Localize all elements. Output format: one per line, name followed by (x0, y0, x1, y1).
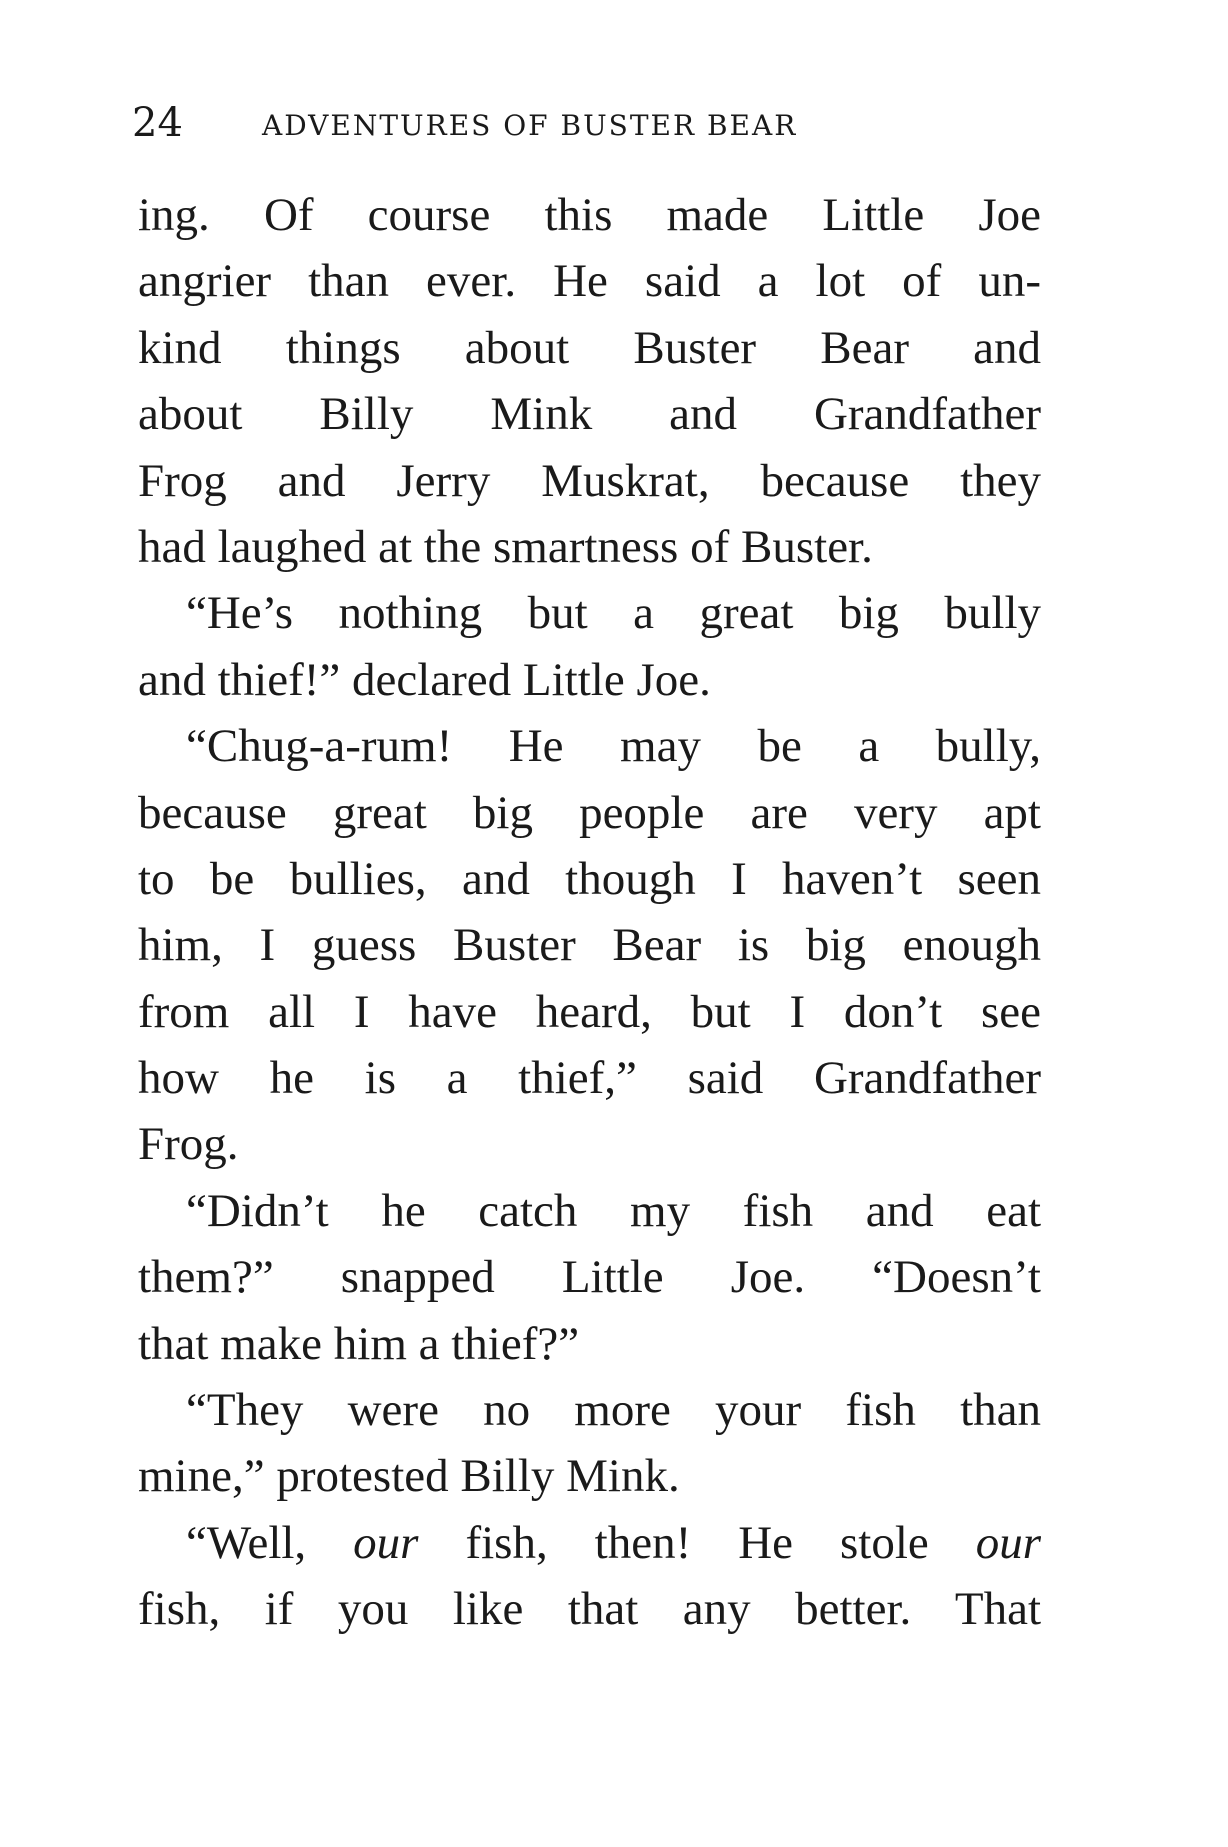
text-line: how he is a thief,” said Grandfather (138, 1052, 1041, 1105)
text-line: Frog. (138, 1118, 239, 1171)
text-line: “Didn’t he catch my fish and eat (186, 1184, 1041, 1237)
text-line-with-italics (138, 1510, 1041, 1576)
text-run: fish, then! He stole (418, 1516, 976, 1569)
text-line: them?” snapped Little Joe. “Doesn’t (138, 1251, 1041, 1304)
text-line: to be bullies, and though I haven’t seen (138, 852, 1041, 905)
text-line: fish, if you like that any better. That (138, 1583, 1041, 1636)
body-text (138, 182, 1041, 1643)
text-line: “They were no more your fish than (186, 1384, 1041, 1437)
text-line: had laughed at the smartness of Buster. (138, 520, 873, 573)
text-line: ing. Of course this made Little Joe (138, 189, 1041, 241)
page-number: 24 (132, 100, 183, 146)
text-run: “Well, (186, 1516, 354, 1569)
text-line: and thief!” declared Little Joe. (138, 653, 711, 706)
text-line: that make him a thief?” (138, 1317, 580, 1370)
text-line: Frog and Jerry Muskrat, because they (138, 454, 1041, 507)
text-line: kind things about Buster Bear and (138, 321, 1041, 374)
italic-text: our (975, 1516, 1041, 1569)
text-line: about Billy Mink and Grandfather (138, 388, 1041, 441)
text-line: mine,” protested Billy Mink. (138, 1450, 680, 1503)
italic-text: our (353, 1516, 419, 1569)
book-title: ADVENTURES OF BUSTER BEAR (262, 109, 798, 142)
text-line: because great big people are very apt (138, 786, 1041, 839)
text-line: angrier than ever. He said a lot of un- (138, 255, 1041, 308)
text-line: from all I have heard, but I don’t see (138, 985, 1041, 1038)
text-line: him, I guess Buster Bear is big enough (138, 919, 1041, 972)
running-head (132, 98, 912, 148)
text-line: “Chug-a-rum! He may be a bully, (186, 720, 1041, 773)
text-line: “He’s nothing but a great big bully (186, 587, 1041, 640)
